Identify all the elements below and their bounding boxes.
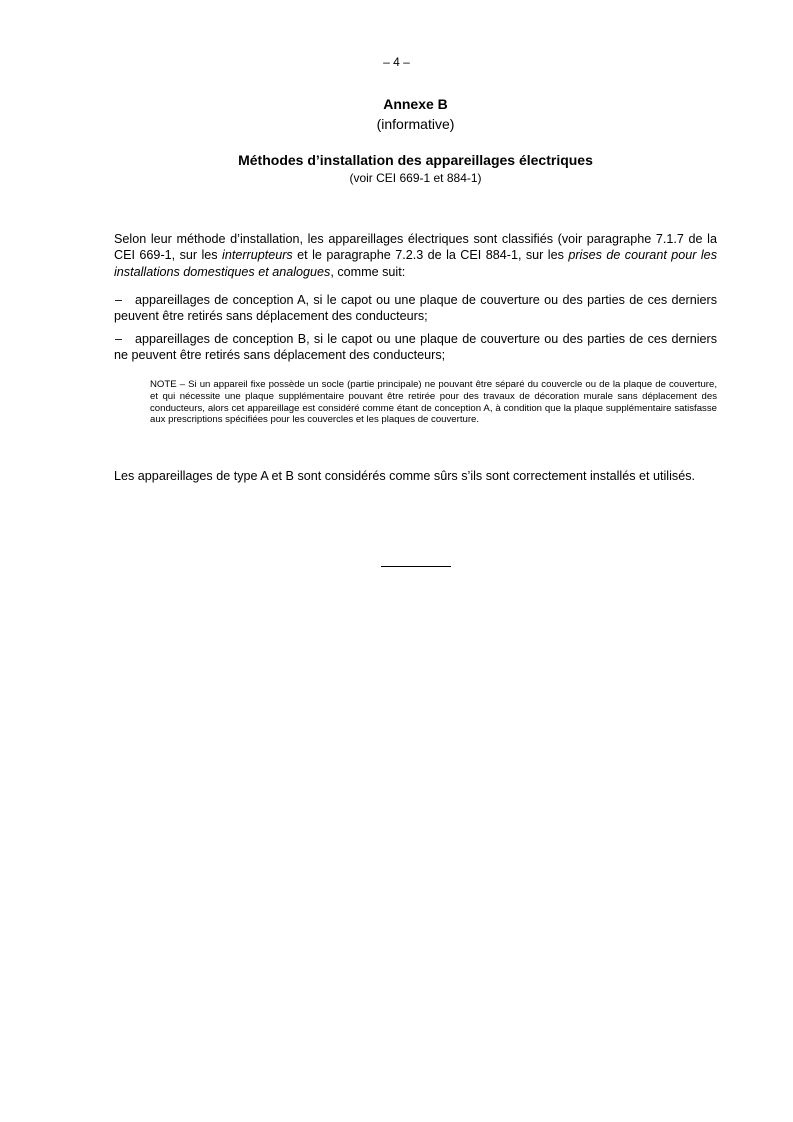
section-title: Méthodes d’installation des appareillages électriques bbox=[238, 152, 593, 168]
list-dash: – bbox=[115, 332, 123, 346]
list-item-text: appareillages de conception B, si le capot ou une plaque de couverture ou des parties de ces derniers ne peuvent être retirés sans déplacement des conducteurs; bbox=[114, 332, 717, 363]
intro-paragraph bbox=[114, 231, 717, 280]
intro-italic-sockets: prises de courant pour les installations domestiques et analogues bbox=[114, 248, 717, 279]
intro-text-2: et le paragraphe 7.2.3 de la CEI 884-1, sur les bbox=[292, 248, 569, 263]
list-item bbox=[114, 331, 717, 364]
list-dash: – bbox=[115, 293, 123, 307]
list-item-text: appareillages de conception A, si le capot ou une plaque de couverture ou des parties de ces derniers peuvent être retirés sans déplacement des conducteurs; bbox=[114, 293, 717, 324]
end-of-annex-rule bbox=[381, 566, 451, 567]
intro-text-3: , comme suit: bbox=[330, 264, 406, 279]
annex-title: Annexe B bbox=[383, 96, 448, 112]
note-paragraph: NOTE – Si un appareil fixe possède un socle (partie principale) ne pouvant être séparé du couvercle ou de la plaque de couverture, et qui nécessite une plaque supplémentaire pouvant être retirée pour des travaux de décoration murale sans déplacement des conducteurs, alors cet appareillage est considéré comme étant de conception A, à condition que la plaque supplémentaire satisfasse aux prescriptions spécifiées pour les couvercles et les plaques de couverture. bbox=[150, 379, 717, 426]
annex-status: (informative) bbox=[376, 116, 455, 132]
intro-text-1: Selon leur méthode d’installation, les appareillages électriques sont classifiés (voir paragraphe 7.1.7 de la CEI 669-1, sur les bbox=[114, 232, 717, 263]
page-number: – 4 – bbox=[383, 55, 410, 69]
intro-italic-switches: interrupteurs bbox=[222, 248, 293, 263]
section-reference: (voir CEI 669-1 et 884-1) bbox=[349, 171, 482, 185]
closing-paragraph: Les appareillages de type A et B sont considérés comme sûrs s’ils sont correctement installés et utilisés. bbox=[114, 469, 695, 483]
list-item bbox=[114, 292, 717, 325]
